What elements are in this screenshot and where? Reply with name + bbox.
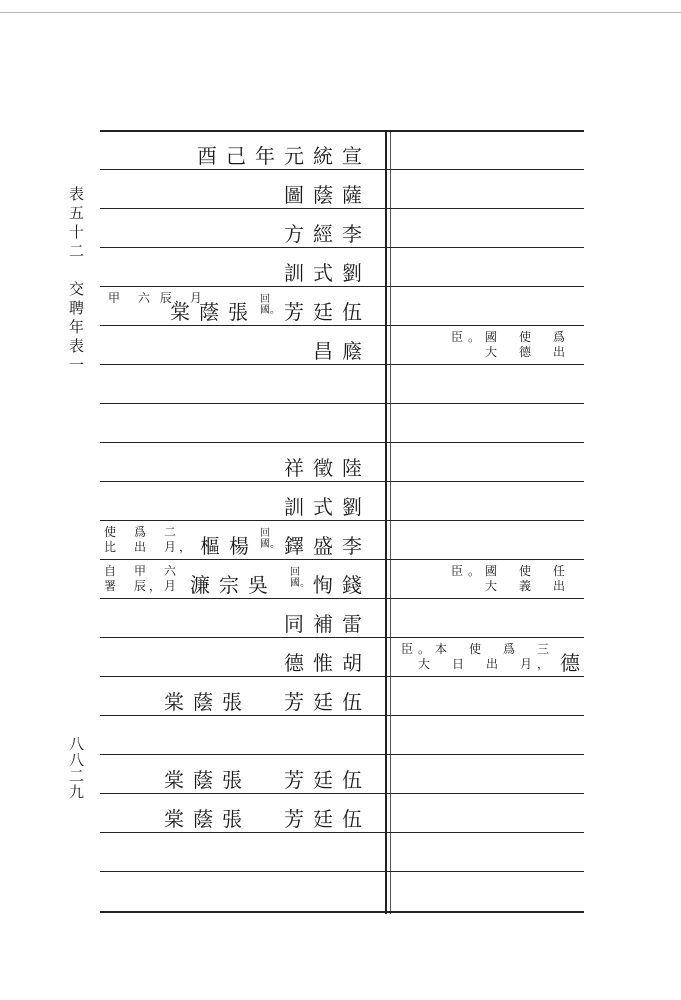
row-rule xyxy=(100,754,584,755)
row-main-text: 芳廷伍 xyxy=(284,807,371,831)
row-mid-note: 回國。 xyxy=(260,294,280,316)
row-main-text: 訓式劉 xyxy=(284,495,371,519)
row-rule xyxy=(100,715,584,716)
row-rule xyxy=(100,442,584,443)
row-rule xyxy=(100,208,584,209)
row-left-note: 自 甲 六 署 辰，月 xyxy=(104,564,180,593)
row-main-text: 酉己年元統宣 xyxy=(197,144,371,168)
scan-top-edge xyxy=(0,12,681,13)
table-row xyxy=(100,171,385,209)
row-rule xyxy=(100,832,584,833)
table-bottom-rule xyxy=(100,911,584,913)
table-row xyxy=(100,210,385,248)
row-mid-note: 回國。 xyxy=(290,567,310,589)
table-top-rule xyxy=(100,130,584,132)
row-rule xyxy=(100,637,584,638)
row-main-text: 祥徵陸 xyxy=(284,456,371,480)
row-rule xyxy=(100,520,584,521)
row-right-big-char: 德 xyxy=(560,651,580,675)
row-main-text: 芳廷伍 xyxy=(284,300,371,324)
row-left-note: 甲 六 辰，月 xyxy=(108,291,205,305)
row-main-text: 同補雷 xyxy=(284,612,371,636)
row-rule xyxy=(100,559,584,560)
table-row xyxy=(100,522,385,560)
row-right-note: 臣。本 使 爲 三 大 日 出 月， xyxy=(400,642,554,671)
row-secondary-text: 棠蔭張 xyxy=(164,690,251,714)
row-secondary-text: 棠蔭張 xyxy=(164,768,251,792)
table-row xyxy=(100,444,385,482)
row-rule xyxy=(100,793,584,794)
table-row xyxy=(100,561,385,599)
row-main-text: 訓式劉 xyxy=(284,261,371,285)
row-rule xyxy=(100,325,584,326)
row-rule xyxy=(100,364,584,365)
table-row xyxy=(100,639,385,677)
row-rule xyxy=(100,871,584,872)
row-rule xyxy=(100,286,584,287)
table-row xyxy=(100,873,385,911)
row-main-text: 圖蔭薩 xyxy=(284,183,371,207)
row-main-text: 芳廷伍 xyxy=(284,690,371,714)
table-row-right xyxy=(392,327,584,365)
row-right-note: 臣。國 使 任 大 義 出 xyxy=(450,564,570,593)
row-secondary-text: 棠蔭張 xyxy=(170,300,257,324)
margin-title: 表五十二 交聘年表一 xyxy=(67,186,85,376)
page-number: 八八二九 xyxy=(67,736,85,800)
table-row xyxy=(100,795,385,833)
table-row xyxy=(100,717,385,755)
row-secondary-text: 棠蔭張 xyxy=(164,807,251,831)
row-right-note: 臣。國 使 爲 大 德 出 xyxy=(450,330,570,359)
table-row xyxy=(100,483,385,521)
row-rule xyxy=(100,169,584,170)
row-rule xyxy=(100,403,584,404)
row-rule xyxy=(100,247,584,248)
table-row xyxy=(100,678,385,716)
table-row xyxy=(100,288,385,326)
row-mid-note: 回國。 xyxy=(260,528,280,550)
table-row-right xyxy=(392,639,584,677)
row-secondary-text: 樞楊 xyxy=(200,534,258,558)
chronology-table xyxy=(100,130,584,914)
row-secondary-text: 濂宗吳 xyxy=(190,573,277,597)
table-row xyxy=(100,327,385,365)
row-main-text: 鐸盛李 xyxy=(284,534,371,558)
table-row xyxy=(100,249,385,287)
row-rule xyxy=(100,676,584,677)
table-row xyxy=(100,132,385,170)
table-row xyxy=(100,756,385,794)
row-rule xyxy=(100,598,584,599)
table-row xyxy=(100,366,385,404)
row-rule xyxy=(100,481,584,482)
table-row xyxy=(100,405,385,443)
row-main-text: 芳廷伍 xyxy=(284,768,371,792)
row-main-text: 昌廕 xyxy=(313,339,371,363)
table-row xyxy=(100,834,385,872)
row-left-note: 使 爲 二 比 出 月， xyxy=(104,525,195,554)
table-row xyxy=(100,600,385,638)
table-row-right xyxy=(392,561,584,599)
row-main-text: 恂錢 xyxy=(313,573,371,597)
row-main-text: 德惟胡 xyxy=(284,651,371,675)
row-main-text: 方經李 xyxy=(284,222,371,246)
